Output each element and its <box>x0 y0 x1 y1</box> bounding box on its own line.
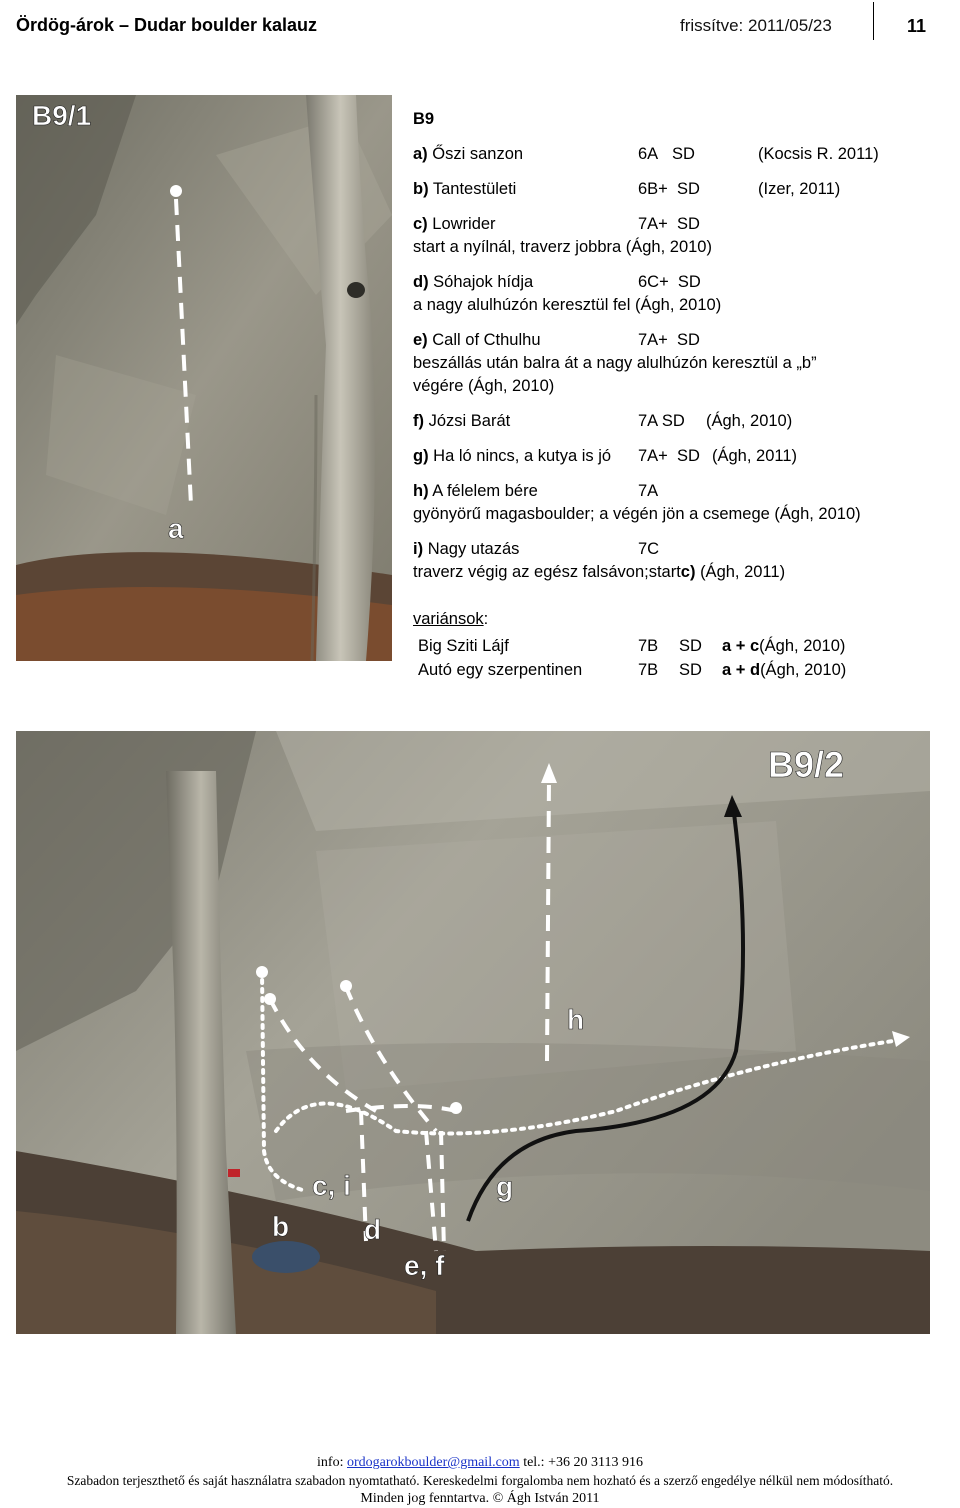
route-label-b: b <box>272 1211 290 1242</box>
photo-b9-2 <box>16 731 930 1334</box>
route-label-a: a <box>168 513 184 544</box>
route-h: h) A félelem bére 7A gyönyörű magasboulder; a végén jön a csemege (Ágh, 2010) <box>413 482 861 523</box>
route-f: f) Józsi Barát 7A SD (Ágh, 2010) <box>413 412 793 430</box>
variant-item: Autó egy szerpentinen 7B SD a + d (Ágh, 2010) <box>418 661 847 679</box>
route-e: e) Call of Cthulhu 7A+ SD beszállás után balra át a nagy alulhúzón keresztül a „b” végére (Ágh, 2010) <box>413 331 817 395</box>
document-title: Ördög-árok – Dudar boulder kalauz <box>16 15 318 35</box>
route-a: a) Őszi sanzon 6A SD (Kocsis R. 2011) <box>413 145 879 163</box>
route-list <box>413 108 953 683</box>
photo-b9-1-label: B9/1 <box>32 100 92 131</box>
route-c: c) Lowrider 7A+ SD start a nyílnál, traverz jobbra (Ágh, 2010) <box>413 215 712 256</box>
route-label-e-f: e, f <box>404 1250 445 1281</box>
variant-item: Big Sziti Lájf 7B SD a + c (Ágh, 2010) <box>418 637 846 655</box>
photo-b9-2-label: B9/2 <box>768 744 845 785</box>
header-divider <box>873 2 874 40</box>
route-a-start-marker <box>170 185 182 197</box>
footer-rights: Minden jog fenntartva. © Ágh István 2011 <box>360 1491 600 1506</box>
footer-contact: info: ordogarokboulder@gmail.com tel.: +36 20 3113 916 <box>317 1455 643 1470</box>
route-label-h: h <box>567 1004 585 1035</box>
route-b: b) Tantestületi 6B+ SD (Izer, 2011) <box>413 180 841 198</box>
footer-license: Szabadon terjeszthető és saját használatra szabadon nyomtatható. Kereskedelmi forgalomba nem hozható és a szerző engedélye nélkül nem módosítható. <box>66 1473 894 1488</box>
updated-date: frissítve: 2011/05/23 <box>680 16 832 35</box>
route-d: d) Sóhajok hídja 6C+ SD a nagy alulhúzón keresztül fel (Ágh, 2010) <box>413 273 722 314</box>
sector-heading: B9 <box>413 110 435 128</box>
route-label-c-i: c, i <box>312 1170 351 1201</box>
page-number: 11 <box>907 16 927 36</box>
route-i: i) Nagy utazás 7C traverz végig az egész falsávon;startc) (Ágh, 2011) <box>413 540 786 581</box>
route-g: g) Ha ló nincs, a kutya is jó 7A+ SD (Ágh, 2011) <box>413 447 797 465</box>
variants-heading: variánsok: <box>413 610 489 628</box>
email-link[interactable]: ordogarokboulder@gmail.com <box>347 1455 520 1470</box>
route-label-d: d <box>364 1214 382 1245</box>
route-label-g: g <box>496 1171 514 1202</box>
photo-b9-1 <box>16 95 392 661</box>
